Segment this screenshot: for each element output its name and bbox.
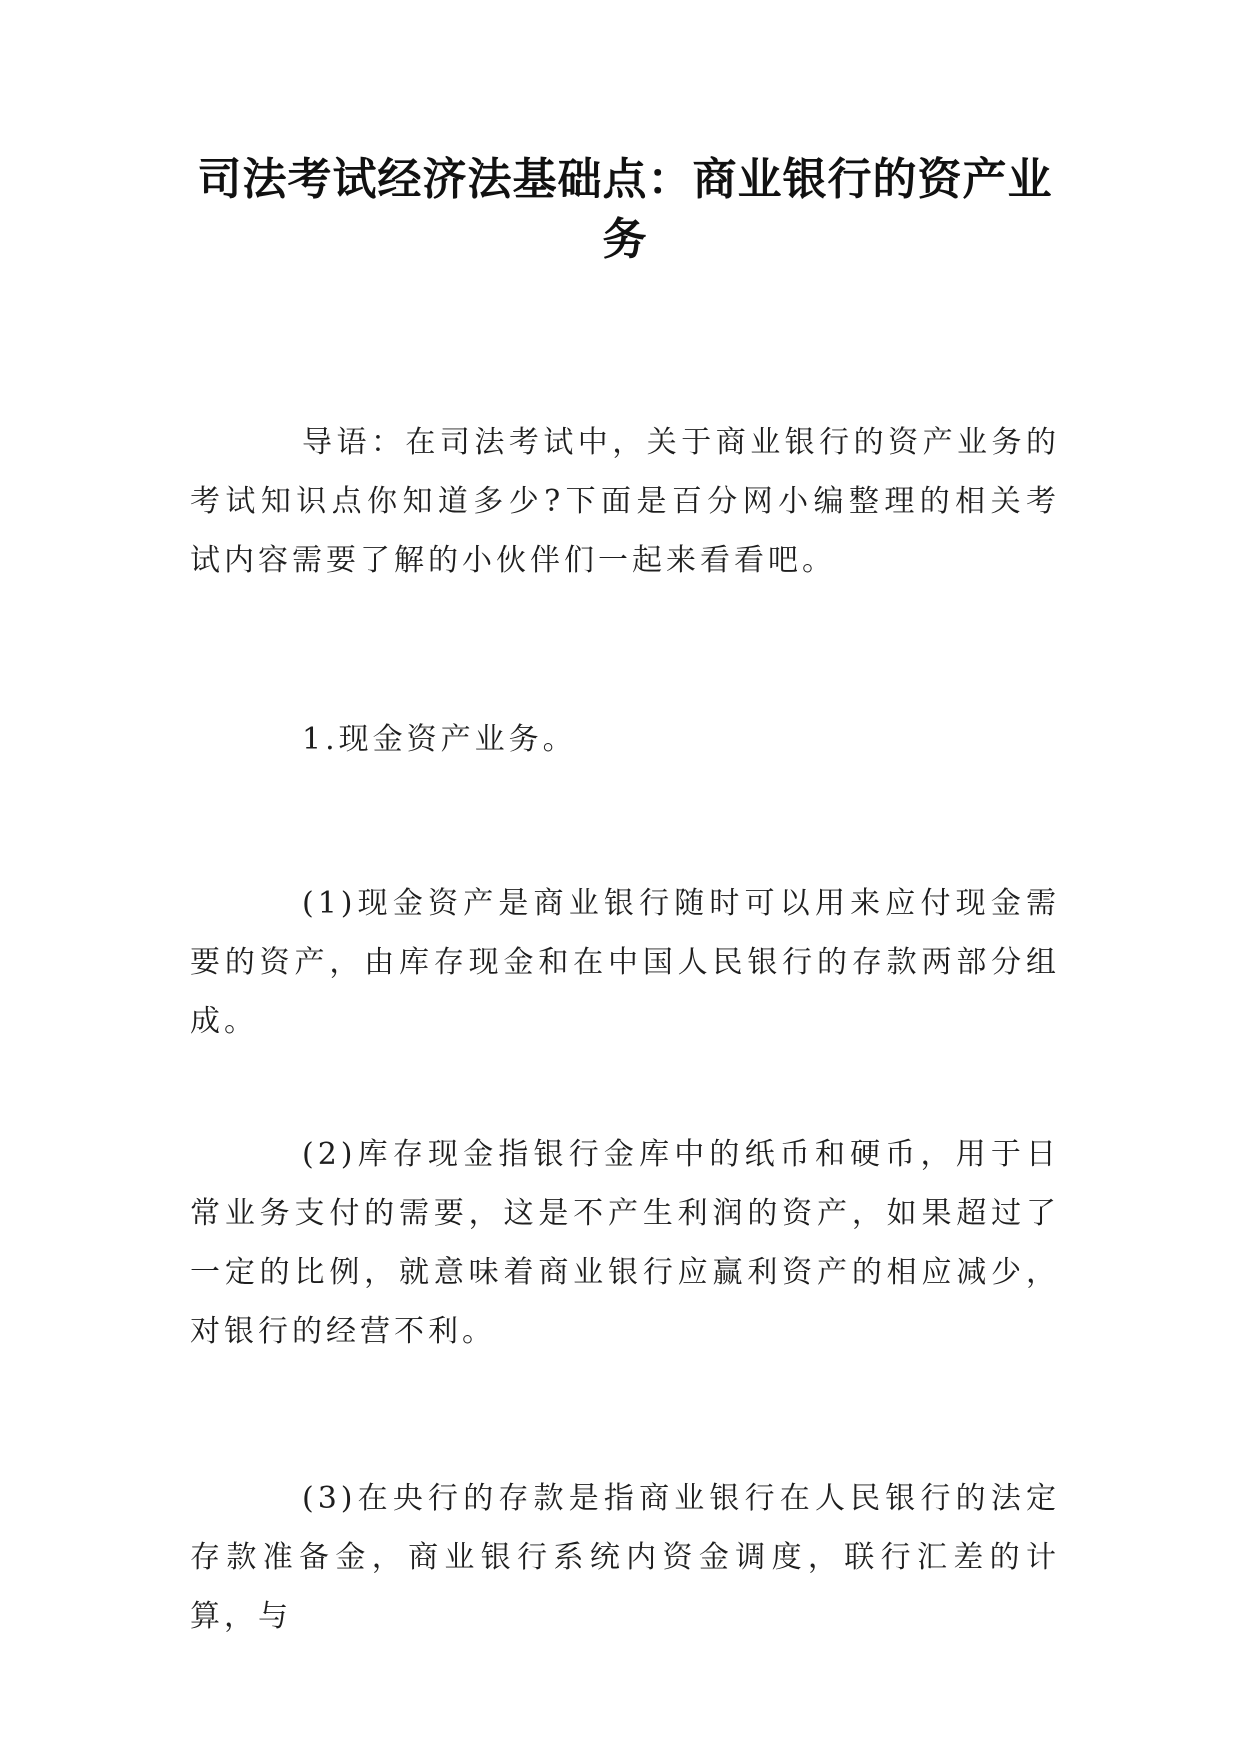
paragraph-central-bank-deposits: (3)在央行的存款是指商业银行在人民银行的法定存款准备金，商业银行系统内资金调度，联行汇差的计算，与 [190, 1481, 1060, 1634]
paragraph-vault-cash: (2)库存现金指银行金库中的纸币和硬币，用于日常业务支付的需要，这是不产生利润的资产，如果超过了一定的比例，就意味着商业银行应赢利资产的相应减少，对银行的经营不利。 [190, 1137, 1060, 1349]
document-title: 司法考试经济法基础点：商业银行的资产业务 [197, 154, 1053, 265]
section-heading-cash-assets: 1.现金资产业务。 [302, 722, 577, 757]
paragraph-cash-assets-definition: (1)现金资产是商业银行随时可以用来应付现金需要的资产，由库存现金和在中国人民银行的存款两部分组成。 [190, 886, 1060, 1039]
intro-paragraph: 导语：在司法考试中，关于商业银行的资产业务的考试知识点你知道多少?下面是百分网小编整理的相关考试内容需要了解的小伙伴们一起来看看吧。 [190, 425, 1060, 578]
